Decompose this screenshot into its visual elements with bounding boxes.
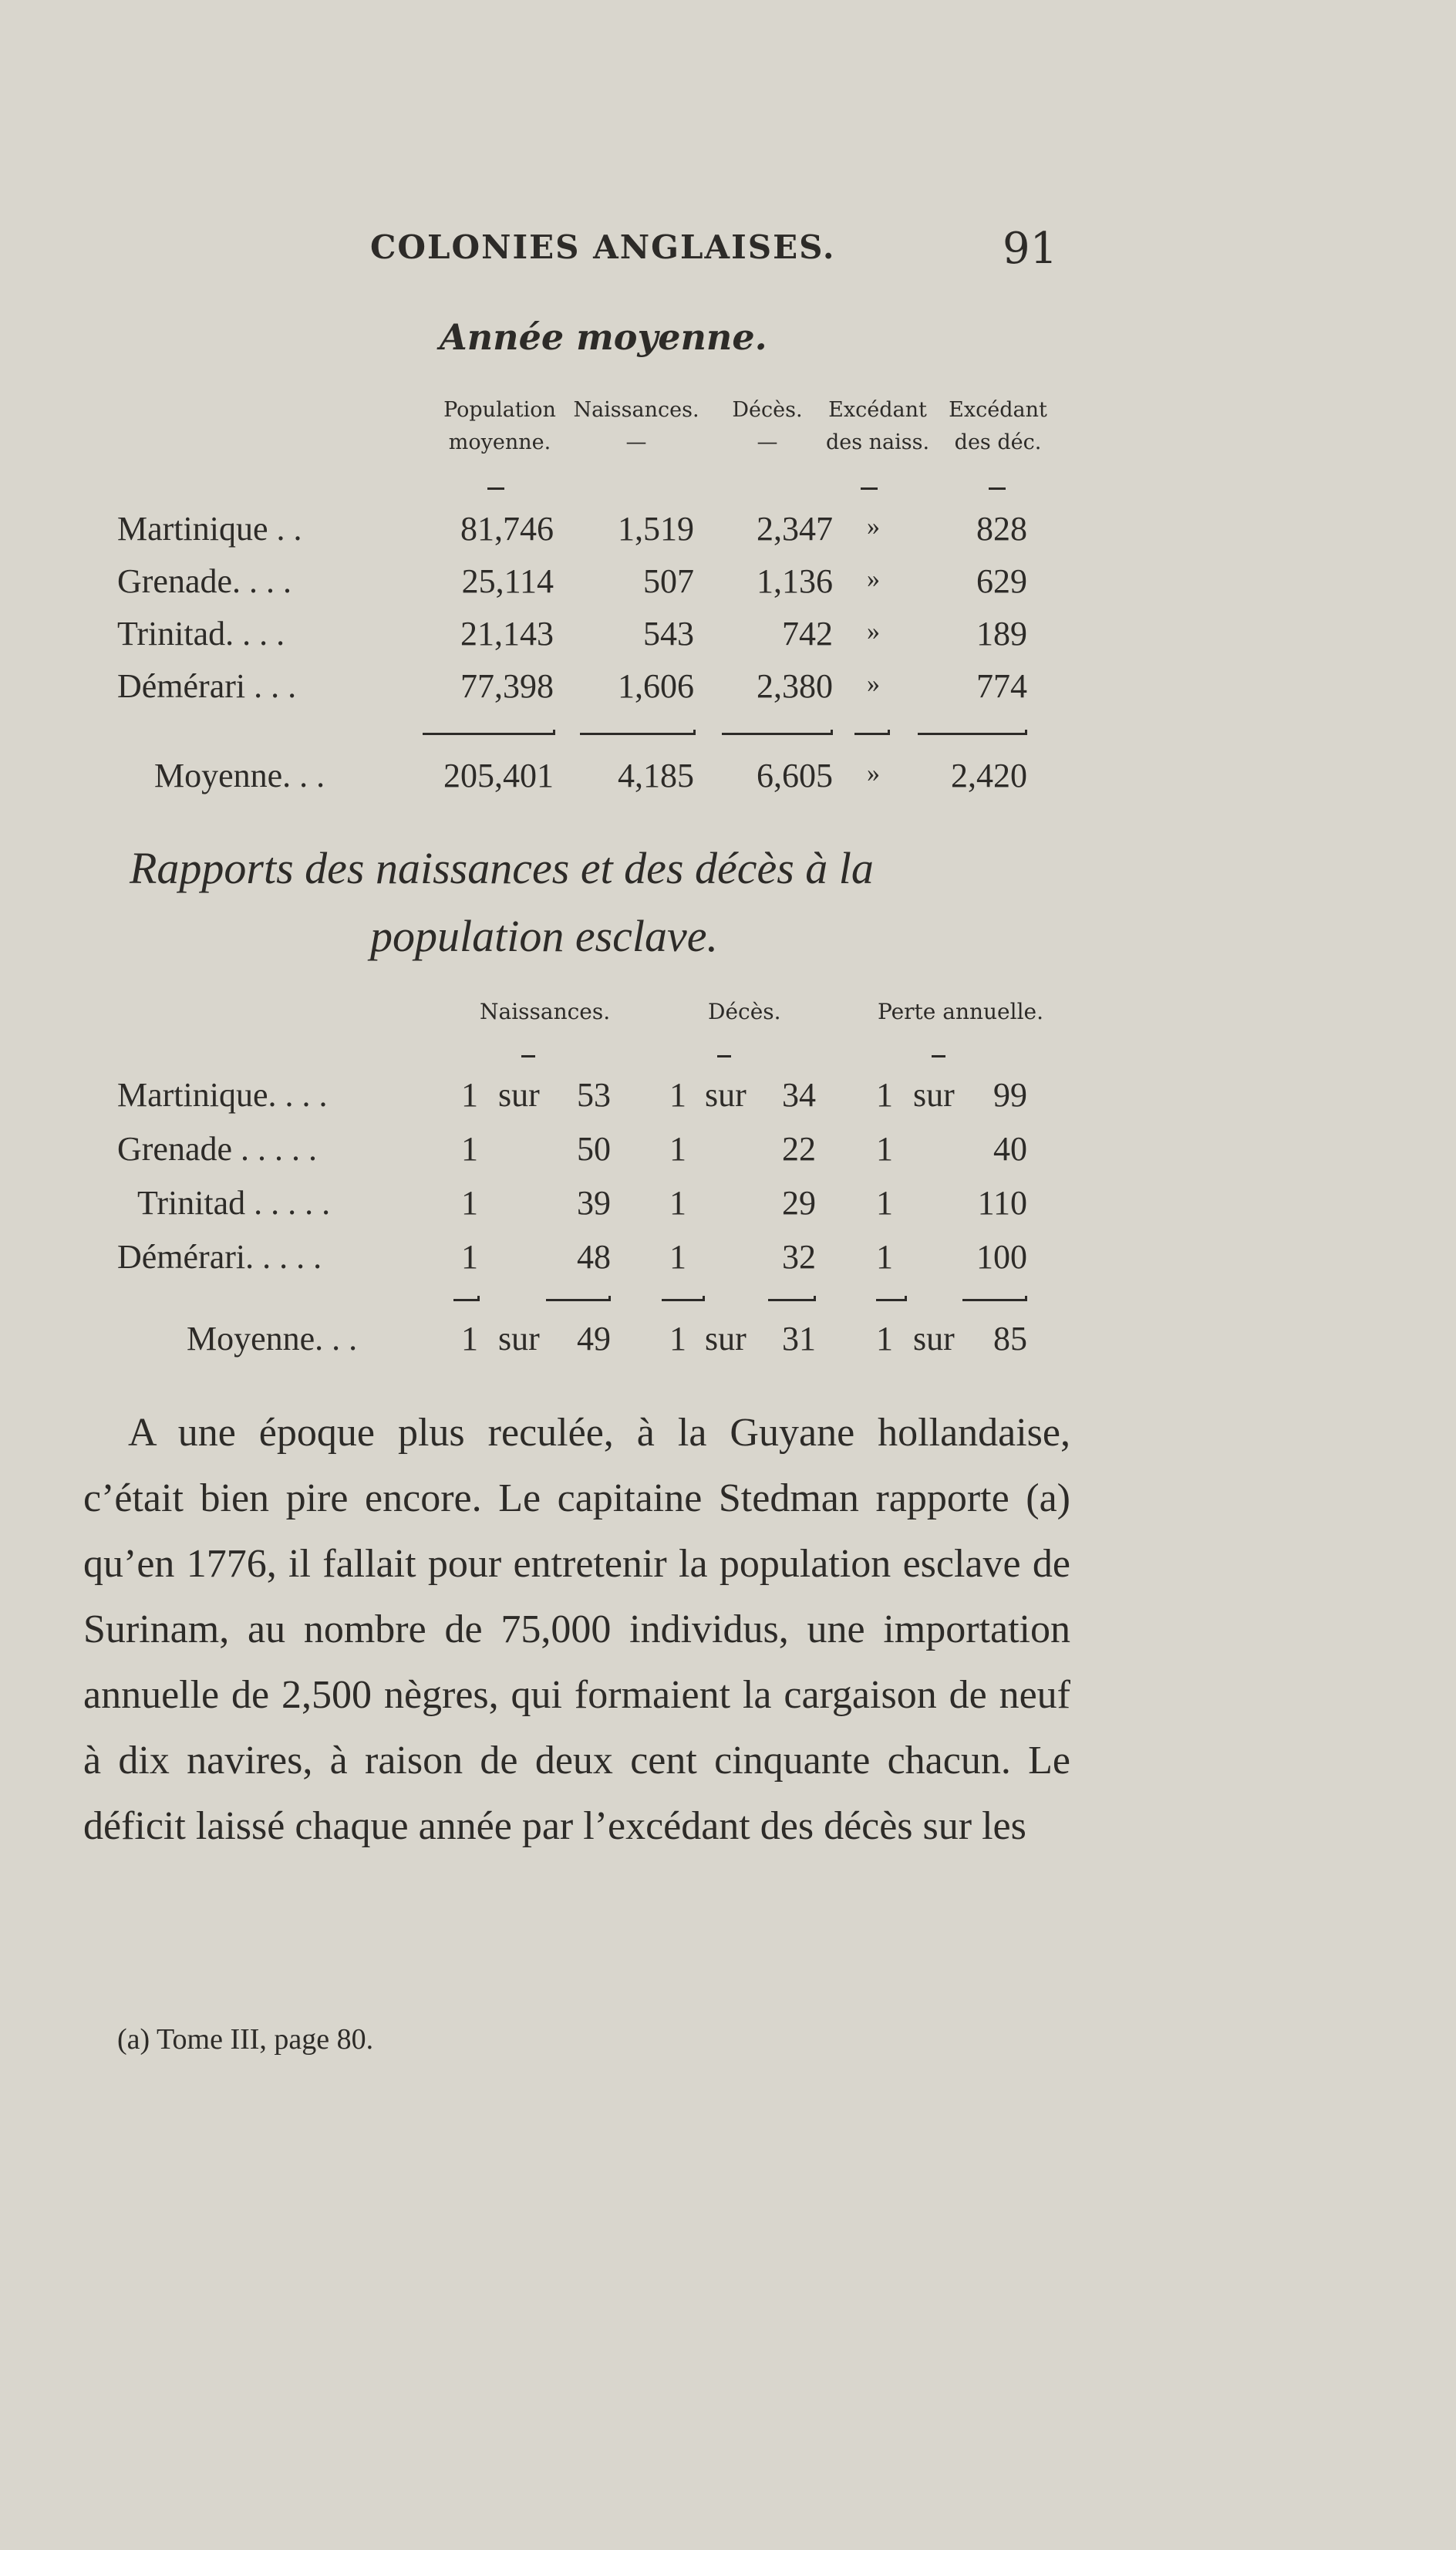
cell-p-sur: sur [913, 1076, 955, 1114]
cell-n1: 1 [461, 1238, 478, 1276]
cell-p1: 1 [876, 1130, 893, 1168]
col-header-naissances-sub: — [625, 430, 647, 454]
cell-p1: 1 [876, 1184, 893, 1222]
cell-d2: 32 [782, 1238, 816, 1276]
cell-n1: 1 [461, 1184, 478, 1222]
row-label: Moyenne. . . [187, 1320, 358, 1358]
cell-p1: 1 [876, 1076, 893, 1114]
cell-p2: 110 [977, 1184, 1027, 1222]
cell-naissances: 1,606 [618, 667, 694, 705]
col-header-exc-dec-sub: des déc. [954, 430, 1042, 454]
col-header-deces: Décès. [732, 398, 803, 422]
col-header-deces: Décès. [708, 999, 781, 1024]
cell-d1: 1 [669, 1238, 686, 1276]
cell-p2: 100 [976, 1238, 1027, 1276]
row-label: Moyenne. . . [154, 757, 325, 794]
cell-n2: 39 [577, 1184, 611, 1222]
sum-rule [722, 733, 833, 735]
cell-population: 21,143 [460, 615, 554, 653]
sum-rule [580, 733, 696, 735]
cell-exc-dec: 828 [976, 510, 1027, 548]
cell-n1: 1 [461, 1320, 478, 1358]
row-label: Grenade. . . . [117, 562, 292, 600]
row-label: Trinitad. . . . [117, 615, 285, 653]
cell-exc-dec: 629 [976, 562, 1027, 600]
cell-p1: 1 [876, 1320, 893, 1358]
sum-rule [453, 1299, 480, 1301]
cell-population: 81,746 [460, 510, 554, 548]
col-header-naissances: Naissances. [573, 398, 699, 422]
cell-naissances: 4,185 [618, 757, 694, 794]
cell-p2: 85 [993, 1320, 1027, 1358]
cell-d1: 1 [669, 1184, 686, 1222]
cell-naissances: 507 [643, 562, 694, 600]
cell-n1: 1 [461, 1130, 478, 1168]
col-header-deces-sub: — [757, 430, 778, 454]
sum-rule [962, 1299, 1027, 1301]
cell-population: 25,114 [461, 562, 554, 600]
col-dash [487, 487, 504, 490]
col-header-population-sub: moyenne. [448, 430, 551, 454]
cell-naissances: 543 [643, 615, 694, 653]
section-title-annee-moyenne: Année moyenne. [440, 316, 767, 358]
sum-rule [423, 733, 555, 735]
cell-d-sur: sur [705, 1320, 747, 1358]
cell-p2: 40 [993, 1130, 1027, 1168]
cell-d1: 1 [669, 1320, 686, 1358]
cell-p2: 99 [993, 1076, 1027, 1114]
col-dash [717, 1055, 731, 1057]
cell-d2: 34 [782, 1076, 816, 1114]
sum-rule [854, 733, 890, 735]
running-head: COLONIES ANGLAISES. [370, 228, 836, 266]
cell-population: 205,401 [443, 757, 554, 794]
col-dash [989, 487, 1006, 490]
sum-rule [918, 733, 1027, 735]
cell-exc-dec: 189 [976, 615, 1027, 653]
cell-deces: 2,347 [757, 510, 833, 548]
cell-d-sur: sur [705, 1076, 747, 1114]
section-title-rapports-line2: population esclave. [370, 911, 719, 961]
col-header-exc-naiss: Excédant [828, 398, 927, 422]
cell-n1: 1 [461, 1076, 478, 1114]
cell-n2: 49 [577, 1320, 611, 1358]
cell-n-sur: sur [498, 1076, 540, 1114]
cell-deces: 2,380 [757, 667, 833, 705]
col-header-naissances: Naissances. [480, 999, 611, 1024]
cell-deces: 742 [782, 615, 833, 653]
cell-naissances: 1,519 [618, 510, 694, 548]
cell-exc-naiss: » [867, 670, 880, 698]
cell-n-sur: sur [498, 1320, 540, 1358]
cell-exc-naiss: » [867, 617, 880, 646]
cell-n2: 48 [577, 1238, 611, 1276]
cell-p-sur: sur [913, 1320, 955, 1358]
sum-rule [546, 1299, 611, 1301]
cell-d2: 22 [782, 1130, 816, 1168]
col-dash [861, 487, 878, 490]
col-header-exc-naiss-sub: des naiss. [825, 430, 930, 454]
col-dash [521, 1055, 535, 1057]
cell-d2: 31 [782, 1320, 816, 1358]
row-label: Trinitad . . . . . [137, 1184, 331, 1222]
col-header-exc-dec: Excédant [949, 398, 1047, 422]
row-label: Martinique . . [117, 510, 302, 548]
cell-exc-naiss: » [867, 565, 880, 593]
sum-rule [876, 1299, 907, 1301]
row-label: Martinique. . . . [117, 1076, 328, 1114]
cell-d1: 1 [669, 1076, 686, 1114]
cell-exc-dec: 774 [976, 667, 1027, 705]
cell-n2: 50 [577, 1130, 611, 1168]
row-label: Démérari . . . [117, 667, 297, 705]
row-label: Démérari. . . . . [117, 1238, 322, 1276]
cell-exc-dec: 2,420 [951, 757, 1027, 794]
cell-deces: 1,136 [757, 562, 833, 600]
body-paragraph: A une époque plus reculée, à la Guyane hollandaise, c’était bien pire encore. Le capitaine Stedman rapporte (a) qu’en 1776, il fallait pour entretenir la population esclave de Surinam, au nombre de 75,000 individus, une importation annuelle de 2,500 nègres, qui formaient la cargaison de neuf à dix navires, à raison de deux cent cinquante chacun. Le déficit laissé chaque année par l’excédant des décès sur les [83, 1411, 1070, 1848]
cell-d2: 29 [782, 1184, 816, 1222]
cell-exc-naiss: » [867, 512, 880, 541]
col-header-population: Population [443, 398, 556, 422]
section-title-rapports: Rapports des naissances et des décès à la [130, 843, 874, 893]
sum-rule [662, 1299, 705, 1301]
footnote: (a) Tome III, page 80. [117, 2023, 374, 2056]
col-header-perte: Perte annuelle. [878, 999, 1044, 1024]
page-number: 91 [1003, 224, 1058, 274]
cell-population: 77,398 [460, 667, 554, 705]
sum-rule [768, 1299, 816, 1301]
cell-d1: 1 [669, 1130, 686, 1168]
col-dash [932, 1055, 945, 1057]
cell-deces: 6,605 [757, 757, 833, 794]
cell-exc-naiss: » [867, 759, 880, 788]
cell-n2: 53 [577, 1076, 611, 1114]
row-label: Grenade . . . . . [117, 1130, 318, 1168]
cell-p1: 1 [876, 1238, 893, 1276]
